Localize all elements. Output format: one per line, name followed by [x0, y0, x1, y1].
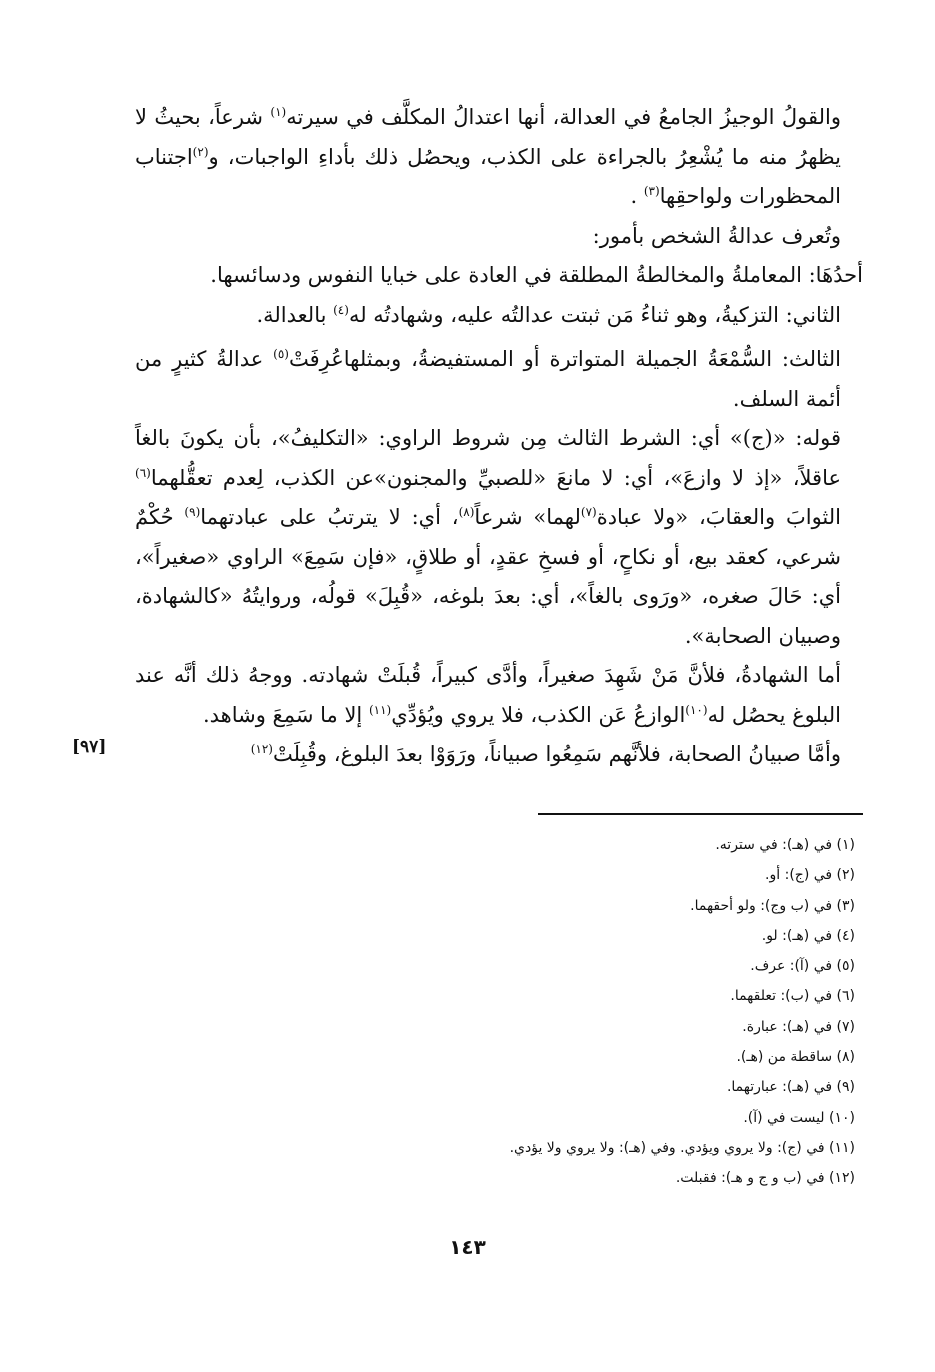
text-run: أحدُهَا: المعاملةُ والمخالطةُ المطلقة في العادة على خبايا النفوس ودسائسها.	[210, 263, 863, 287]
paragraph	[135, 256, 863, 296]
footnote-marker: (٢)	[192, 144, 209, 159]
paragraph	[135, 340, 863, 419]
text-run: ، أي: لا يترتبُ على عبادتهما	[200, 505, 459, 529]
footnote-marker: (١٢)	[250, 742, 273, 756]
text-run: اجتناب المحظورات ولواحقِها	[135, 144, 841, 208]
footnote: (٥) في (آ): عرف.	[750, 958, 855, 975]
footnote: (٣) في (ب وج): ولو أحقهما.	[690, 897, 855, 914]
page-number: ١٤٣	[449, 1235, 486, 1259]
text-run: وأمَّا صبيانُ الصحابة، فلأنَّهم سَمِعُوا صبياناً، ورَوَوْا بعدَ البلوغ، وقُبِلَتْ	[272, 742, 841, 766]
paragraph	[135, 296, 863, 336]
footnote-marker: (٣)	[643, 184, 660, 198]
paragraph	[135, 656, 863, 735]
text-run: عدالةُ كثيرٍ من أئمة السلف.	[135, 347, 841, 411]
text-run: الثالث: السُّمْعَةُ الجميلة المتواترة أو المستفيضةُ، وبمثلهاعُرِفَتْ	[288, 347, 841, 371]
paragraph	[135, 98, 863, 217]
footnotes	[155, 830, 855, 1194]
text-run: وتُعرف عدالةُ الشخص بأمور:	[592, 223, 841, 248]
footnote: (٨) ساقطة من (هـ).	[736, 1049, 855, 1066]
text-run: .	[630, 184, 644, 208]
footnote-marker: (٨)	[458, 505, 475, 519]
text-run: شرعاً، بحيثُ لا يظهرُ منه ما يُشْعِرُ بالجراءة على الكذب، ويحصُل ذلك بأداءِ الواجبات، و	[135, 105, 841, 169]
margin-page-reference: [٩٧]	[72, 737, 107, 757]
paragraph	[135, 217, 863, 257]
text-run: والقولُ الوجيزُ الجامعُ في العدالة، أنها اعتدالُ المكلَّف في سيرته	[286, 105, 841, 129]
footnote-marker: (١١)	[368, 702, 392, 717]
text-run: قوله: «(ج)» أي: الشرط الثالث مِن شروط الراوي: «التكليفُ»، بأن يكونَ بالغاً عاقلاً، «إذ لا وازعَ»، أي: لا مانعَ «للصبيِّ والمجنون»عن الكذب، لِعدم تعقُّلهما	[135, 426, 841, 490]
footnote: (١١) في (ج): ولا يروي ويؤدي. وفي (هـ): ولا يروي ولا يؤدي.	[509, 1139, 855, 1156]
text-run: إلا ما سَمِعَ وشاهد.	[202, 702, 369, 727]
text-run: الثاني: التزكيةُ، وهو ثناءُ مَن ثبتت عدالتُه عليه، وشهادتُه له	[348, 302, 841, 327]
paragraph	[135, 735, 863, 775]
footnote-marker: (٩)	[184, 505, 201, 519]
footnote-marker: (٤)	[333, 302, 349, 317]
footnote: (١٠) ليست في (آ).	[743, 1109, 855, 1126]
footnote: (١) في (هـ): في سترته.	[715, 837, 855, 853]
footnote-marker: (٥)	[273, 347, 289, 361]
footnote: (٤) في (هـ): لو.	[761, 927, 855, 944]
footnote: (٦) في (ب): تعلقهما.	[730, 988, 855, 1005]
footnote-marker: (٦)	[135, 465, 151, 480]
footnote: (٢) في (ج): أو.	[765, 867, 855, 884]
footnote-marker: (١)	[270, 105, 287, 119]
footnote: (٩) في (هـ): عبارتهما.	[726, 1079, 855, 1096]
text-run: أما الشهادةُ، فلأنَّ مَنْ شَهِدَ صغيراً، وأدَّى كبيراً، قُبلَتْ شهادته. ووجهُ ذلك أنَّه عند البلوغ يحصُل له	[135, 663, 841, 727]
footnote: (١٢) في (ب و ج و هـ): فقبلت.	[675, 1170, 855, 1187]
footnote-marker: (٧)	[580, 505, 597, 519]
main-text	[135, 98, 863, 775]
text-run: حُكْمٌ شرعي، كعقد بيع، أو نكاحٍ، أو فسخِ عقدٍ، أو طلاقٍ، «فإن سَمِعَ» الراوي «صغيراً»، أي: حَالَ صغره، «ورَوى بالغاً»، أي: بعدَ بلوغه، «قُبِلَ» قولُه، وروايتُهُ «كالشهادة، وصبيان الصحابة».	[135, 505, 841, 648]
footnote-separator	[538, 813, 863, 815]
text-run: الثوابَ والعقابَ، «ولا عبادة	[596, 505, 841, 529]
text-run: لهما» شرعاً	[474, 505, 581, 529]
text-run: بالعدالة.	[256, 302, 334, 327]
paragraph	[135, 419, 863, 656]
footnote: (٧) في (هـ): عبارة.	[742, 1018, 855, 1035]
text-run: الوازعُ عَن الكذب، فلا يروي ويُؤدِّي	[391, 702, 686, 727]
footnote-marker: (١٠)	[685, 702, 708, 717]
